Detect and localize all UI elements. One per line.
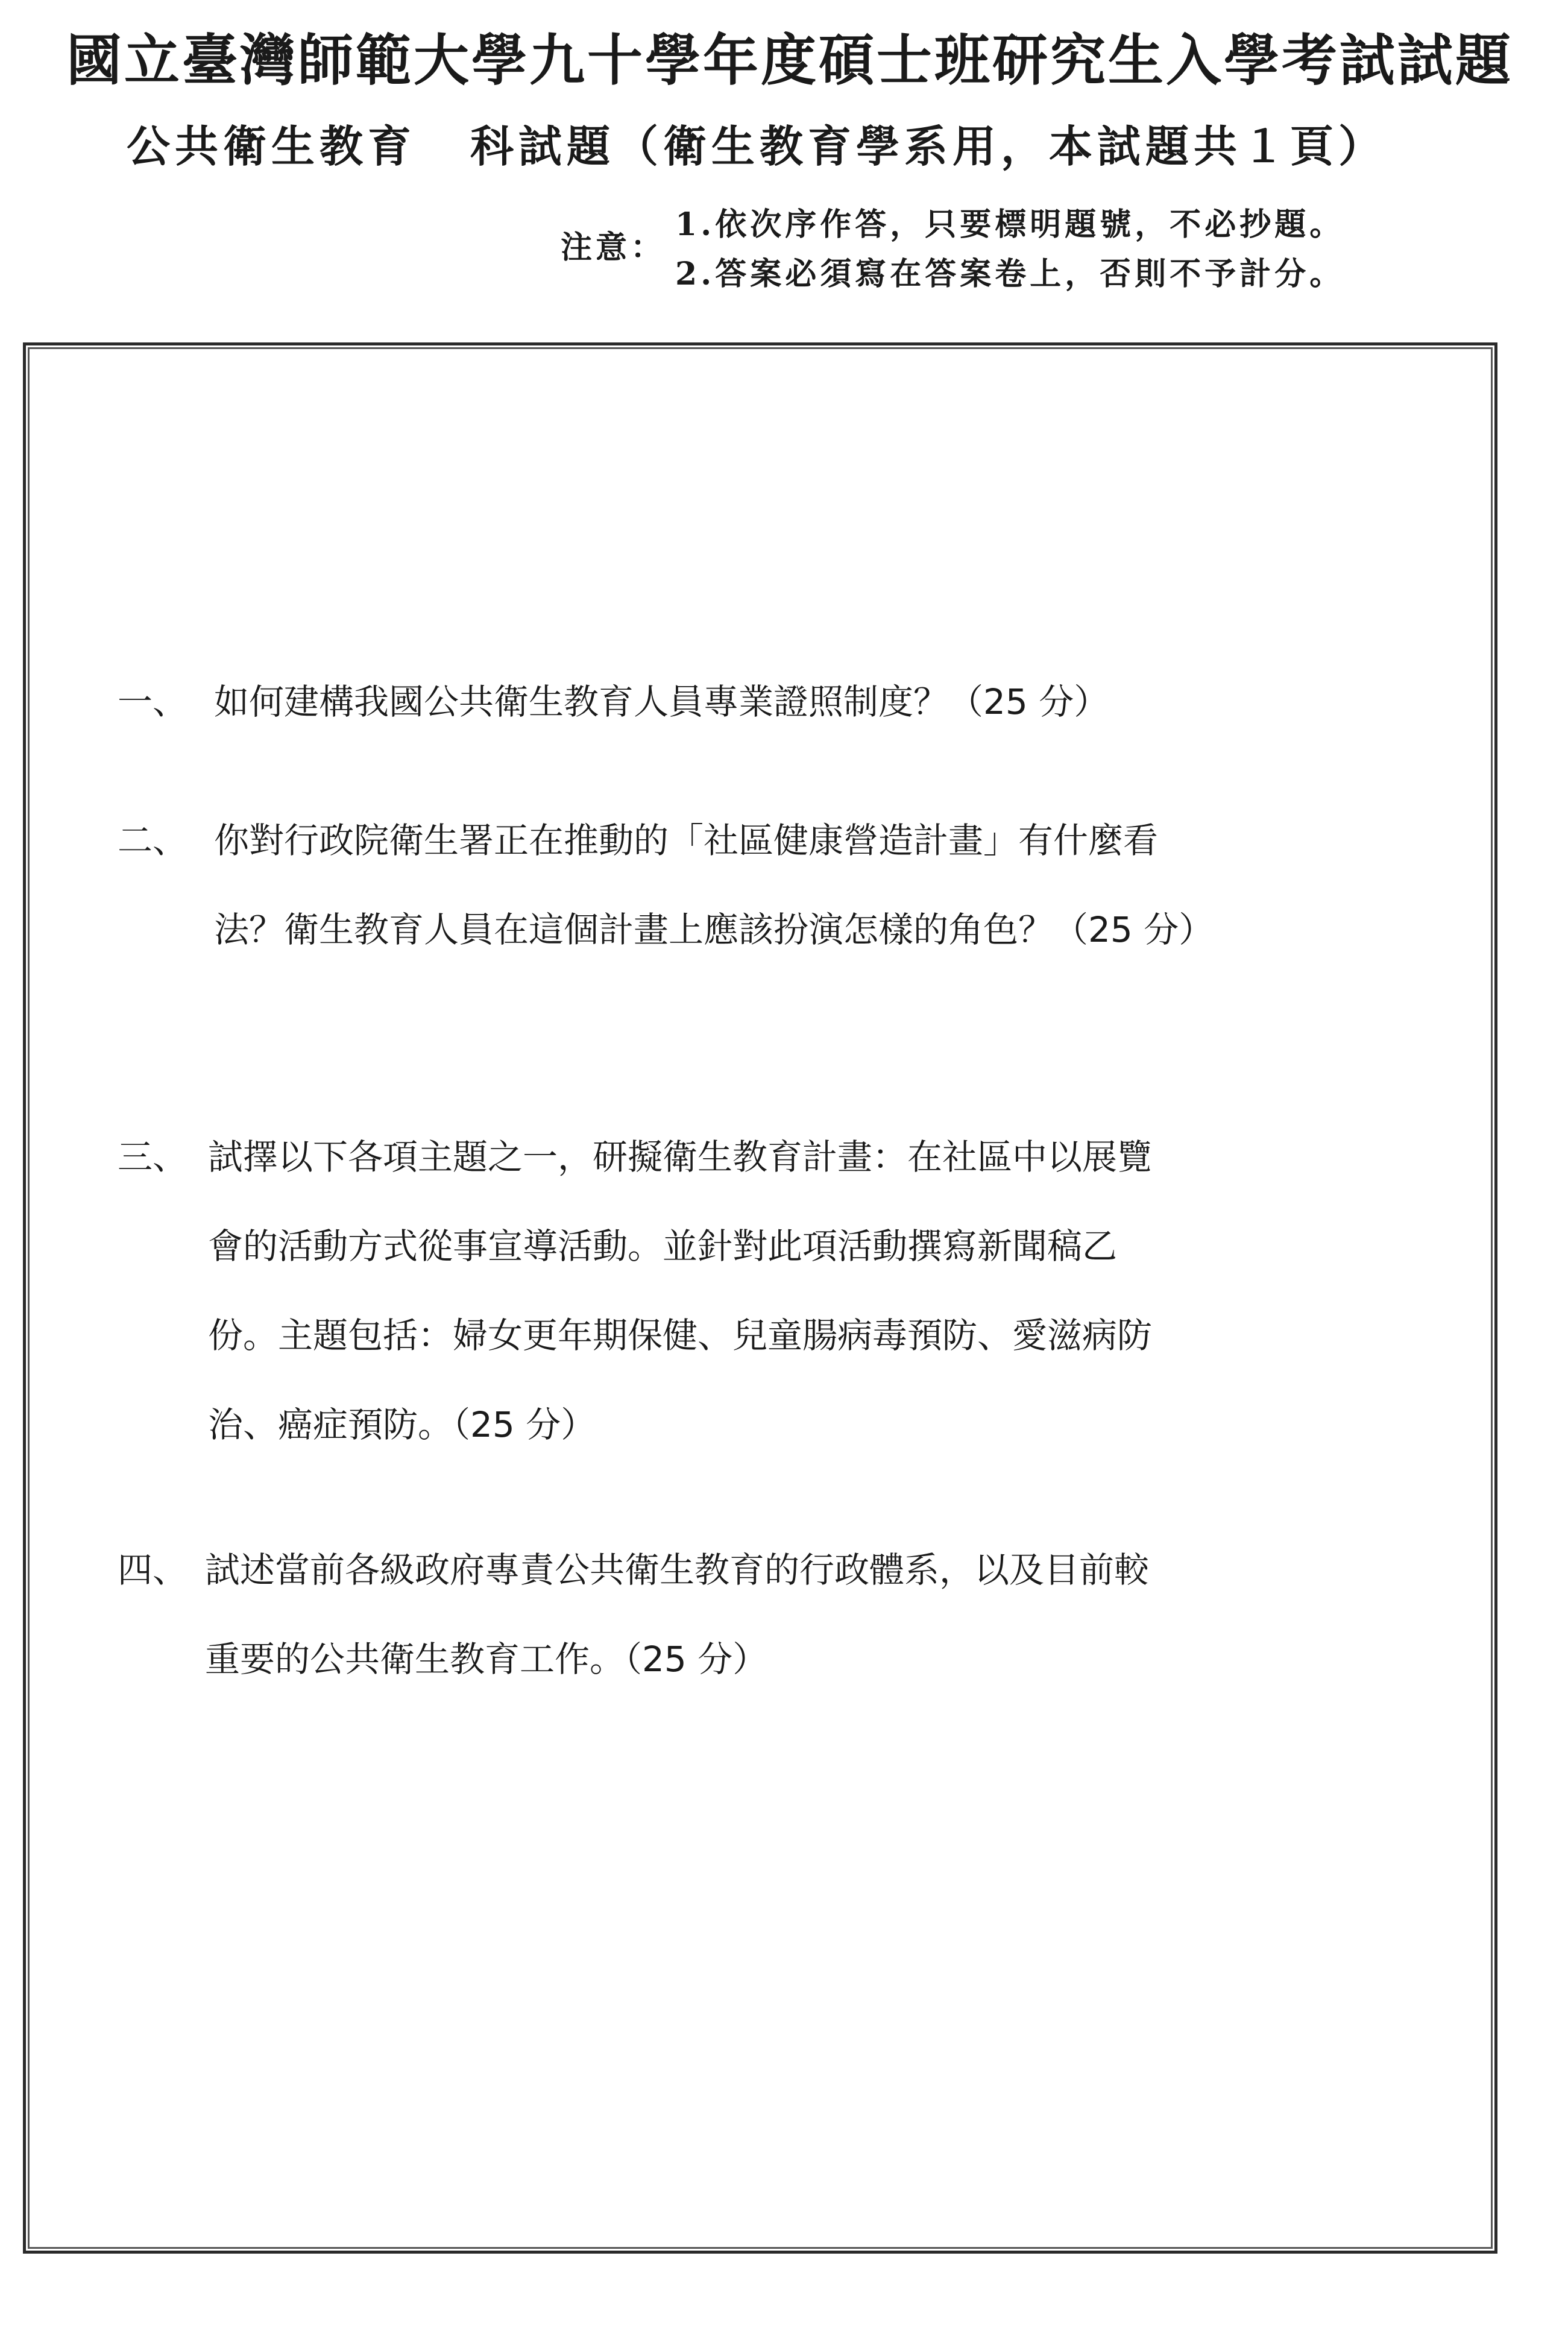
question-number: 四、	[118, 1549, 188, 1590]
question-number: 二、	[118, 820, 188, 861]
question-text-line: 你對行政院衛生署正在推動的「社區健康營造計畫」有什麼看	[214, 820, 1159, 861]
exam-subtitle	[127, 118, 1387, 175]
exam-title: 國立臺灣師範大學九十學年度碩士班研究生入學考試試題	[66, 28, 1514, 93]
question-text-line: 如何建構我國公共衛生教育人員專業證照制度？（25 分）	[214, 681, 1109, 722]
subtitle-info: 科試題（衛生教育學系用，本試題共１頁）	[470, 121, 1387, 172]
question-text-line: 會的活動方式從事宣導活動。並針對此項活動撰寫新聞稿乙	[208, 1226, 1118, 1267]
notice-label: 注意：	[561, 229, 666, 266]
question-text-line: 法？衛生教育人員在這個計畫上應該扮演怎樣的角色？（25 分）	[214, 909, 1214, 950]
question-number: 三、	[118, 1136, 188, 1177]
notice-item: 1.依次序作答，只要標明題號，不必抄題。	[675, 206, 1345, 243]
question-text-line: 試述當前各級政府專責公共衛生教育的行政體系，以及目前較	[205, 1549, 1150, 1590]
question-number: 一、	[118, 681, 188, 722]
question-text-line: 試擇以下各項主題之一，研擬衛生教育計畫：在社區中以展覽	[208, 1136, 1153, 1177]
question-text-line: 重要的公共衛生教育工作。（25 分）	[205, 1639, 768, 1680]
question-text-line: 治、癌症預防。（25 分）	[208, 1404, 596, 1445]
notice-block	[561, 199, 1405, 301]
question-text-line: 份。主題包括：婦女更年期保健、兒童腸病毒預防、愛滋病防	[208, 1315, 1153, 1356]
notice-item: 2.答案必須寫在答案卷上，否則不予計分。	[675, 256, 1345, 292]
subject-name: 公共衛生教育	[127, 121, 417, 172]
